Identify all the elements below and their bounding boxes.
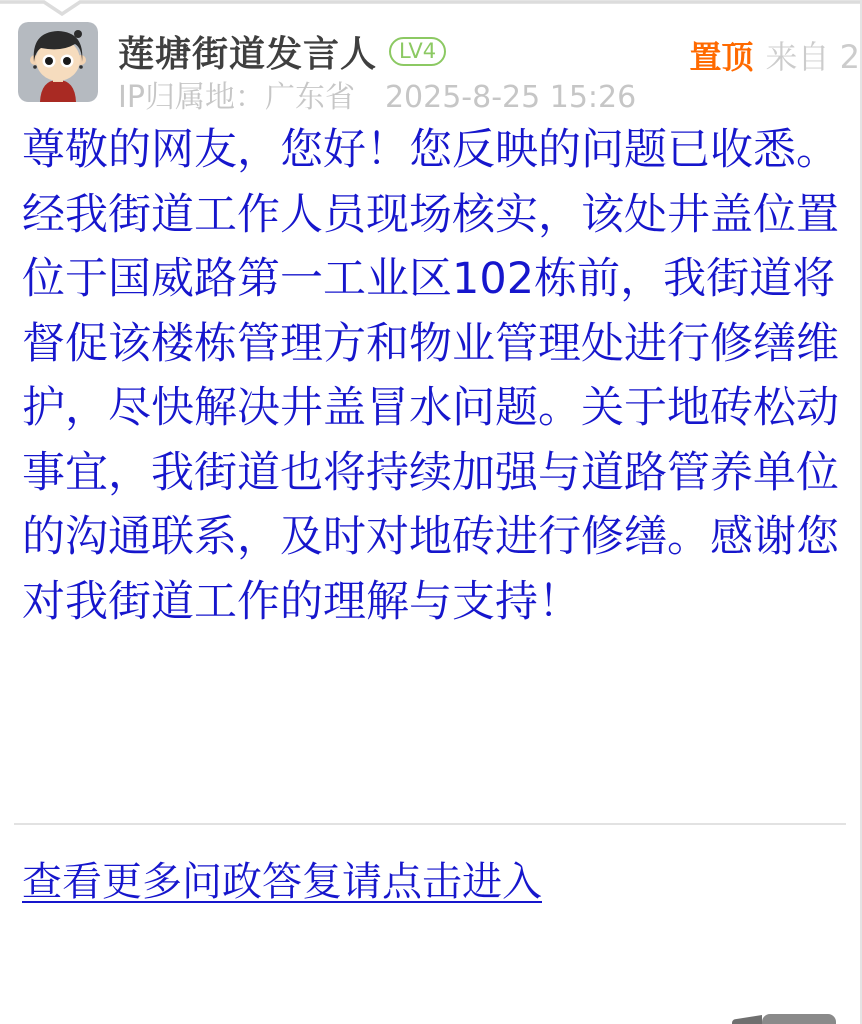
- username[interactable]: 莲塘街道发言人: [118, 34, 378, 75]
- partial-object-icon: [762, 1014, 836, 1024]
- meta-row: [118, 72, 636, 116]
- pinned-badge: 置顶: [689, 38, 754, 76]
- level-badge: LV4: [389, 37, 446, 66]
- header-right: [689, 32, 860, 78]
- timestamp: 2025-8-25 15:26: [384, 80, 637, 115]
- from-floor-label: 来自 2: [765, 38, 860, 76]
- name-row: [118, 26, 446, 77]
- avatar[interactable]: [18, 22, 98, 102]
- ip-location-label: IP归属地：广东省: [118, 80, 355, 115]
- post-header: [0, 0, 860, 115]
- reply-text: 尊敬的网友，您好！您反映的问题已收悉。经我街道工作人员现场核实，该处井盖位置位于国威路第一工业区102栋前，我街道将督促该楼栋管理方和物业管理处进行修缮维护，尽快解决井盖冒水问题。关于地砖松动事宜，我街道也将持续加强与道路管养单位的沟通联系，及时对地砖进行修缮。感谢您对我街道工作的理解与支持！: [22, 125, 839, 627]
- partial-object-sliver: [732, 1015, 762, 1024]
- more-replies-link[interactable]: 查看更多问政答复请点击进入: [22, 859, 542, 905]
- divider: [14, 823, 846, 825]
- cartoon-child-avatar-icon: [18, 22, 98, 102]
